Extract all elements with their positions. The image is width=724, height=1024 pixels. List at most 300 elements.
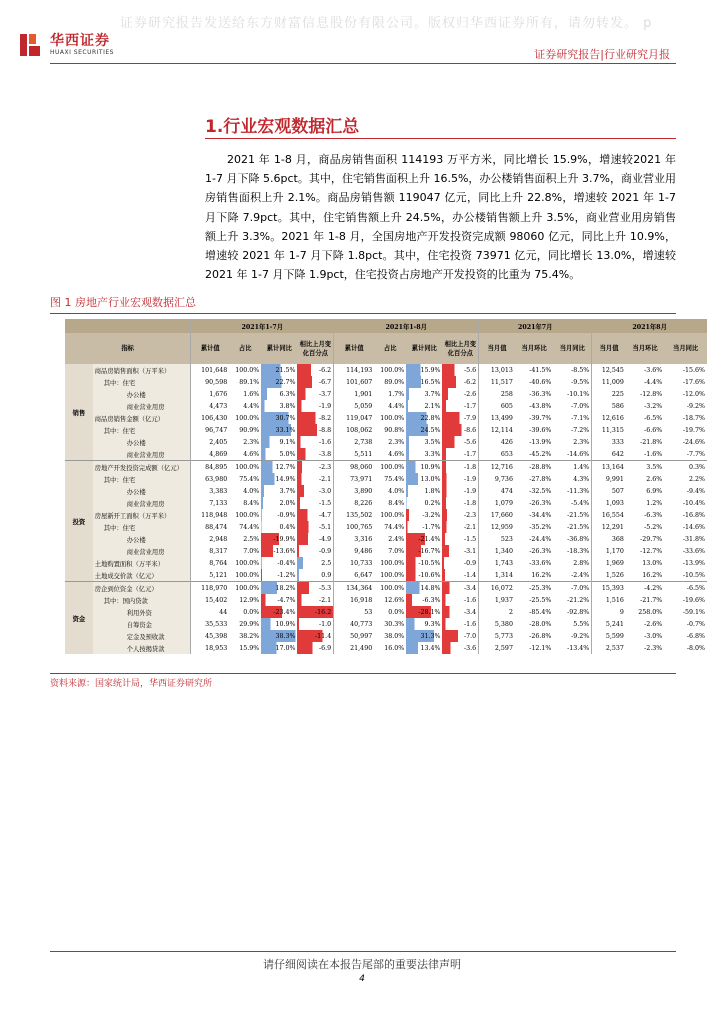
table-cell: -7.0% <box>571 402 590 410</box>
table-cell: 108,062 <box>334 424 375 436</box>
table-cell: -3.2% <box>406 509 442 521</box>
table-cell: -10.4% <box>682 499 705 507</box>
table-cell: -21.5% <box>567 523 590 531</box>
table-cell: -3.0 <box>297 485 333 497</box>
table-cell: -12.0% <box>682 390 705 398</box>
table-cell: -9.5% <box>571 378 590 386</box>
table-cell: 96,747 <box>191 424 229 436</box>
table-cell: 3.7% <box>406 388 442 400</box>
table-cell: 2.5% <box>243 535 260 543</box>
table-cell: 4.4% <box>388 402 405 410</box>
table-cell: 3.5% <box>626 461 664 474</box>
table-cell: 0.0% <box>388 608 405 616</box>
row-label: 办公楼 <box>93 485 191 497</box>
table-cell: -16.7% <box>406 545 442 557</box>
table-cell: 2.4% <box>388 535 405 543</box>
group-label: 投资 <box>65 461 93 582</box>
table-cell: -18.7% <box>682 414 705 422</box>
table-cell: 4.4% <box>243 402 260 410</box>
table-cell: -4.2% <box>626 582 664 595</box>
figure-divider <box>50 313 676 314</box>
table-cell: 63,980 <box>191 473 229 485</box>
source-divider <box>50 673 676 674</box>
table-cell: -6.5% <box>644 414 663 422</box>
table-cell: -34.4% <box>529 511 552 519</box>
table-row <box>65 436 707 448</box>
table-cell: 474 <box>479 485 515 497</box>
table-cell: -13.9% <box>529 438 552 446</box>
table-cell: 100.0% <box>229 582 261 595</box>
table-cell: -14.6% <box>682 523 705 531</box>
table-cell: 12.9% <box>239 596 260 604</box>
column-header: 当月同比 <box>553 333 591 364</box>
table-cell: 2.6% <box>646 475 663 483</box>
table-cell: 90.8% <box>384 426 405 434</box>
table-cell: 3.5% <box>406 436 442 448</box>
table-cell: 4.0% <box>243 487 260 495</box>
table-cell: 9 <box>592 606 626 618</box>
table-cell: 1,079 <box>479 497 515 509</box>
table-cell: 31.3% <box>406 630 442 642</box>
table-cell: -4.7 <box>297 509 333 521</box>
table-cell: -26.8% <box>529 632 552 640</box>
report-type-label: 证券研究报告|行业研究月报 <box>534 48 670 61</box>
table-cell: -12.1% <box>529 644 552 652</box>
table-row <box>65 606 707 618</box>
table-cell: 1,170 <box>592 545 626 557</box>
row-label: 其中：国内贷款 <box>93 594 191 606</box>
table-cell: -6.8% <box>686 632 705 640</box>
table-cell: -1.9 <box>297 400 333 412</box>
table-cell: 333 <box>592 436 626 448</box>
column-header: 当月值 <box>592 333 626 364</box>
period-header-jul: 2021年7月 <box>479 319 592 333</box>
table-cell: 0.9 <box>297 569 333 582</box>
table-cell: -19.7% <box>682 426 705 434</box>
table-cell: -0.4% <box>261 557 297 569</box>
group-label: 资金 <box>65 582 93 655</box>
table-cell: -10.1% <box>567 390 590 398</box>
logo-mark-icon <box>18 32 44 58</box>
table-row <box>65 388 707 400</box>
table-cell: 16,918 <box>334 594 375 606</box>
table-cell: 10,733 <box>334 557 375 569</box>
table-cell: 9,991 <box>592 473 626 485</box>
table-cell: -7.2% <box>571 426 590 434</box>
table-cell: -21.5% <box>567 511 590 519</box>
table-cell: 1,093 <box>592 497 626 509</box>
table-cell: 84,895 <box>191 461 229 474</box>
section-divider <box>205 138 676 139</box>
table-cell: 2.3% <box>573 438 590 446</box>
watermark: 证券研究报告发送给东方财富信息股份有限公司。版权归华西证券所有，请勿转发。 p <box>120 16 653 31</box>
table-cell: -9.2% <box>686 402 705 410</box>
row-label: 房地产开发投资完成额（亿元） <box>93 461 191 474</box>
row-label: 定金及预收款 <box>93 630 191 642</box>
table-cell: -5.3 <box>297 582 333 595</box>
row-label: 办公楼 <box>93 436 191 448</box>
column-header: 指标 <box>65 333 191 364</box>
table-cell: 2.1% <box>406 400 442 412</box>
table-cell: -24.6% <box>682 438 705 446</box>
table-cell: -5.6 <box>442 436 478 448</box>
table-cell: 368 <box>592 533 626 545</box>
table-cell: -2.1 <box>297 473 333 485</box>
table-cell: -1.6 <box>442 618 478 630</box>
table-cell: 4.6% <box>243 450 260 458</box>
table-cell: 1,526 <box>592 569 626 582</box>
table-cell: -6.2 <box>442 376 478 388</box>
table-cell: 100.0% <box>235 559 260 567</box>
table-cell: -2.1 <box>442 521 478 533</box>
table-cell: 13,013 <box>479 364 515 376</box>
row-label: 其中：住宅 <box>93 473 191 485</box>
table-cell: 1,314 <box>479 569 515 582</box>
table-cell: -15.6% <box>682 366 705 374</box>
table-cell: 89.0% <box>384 378 405 386</box>
table-row <box>65 376 707 388</box>
table-cell: -59.1% <box>682 608 705 616</box>
table-cell: -2.3 <box>297 461 333 474</box>
table-cell: 29.9% <box>239 620 260 628</box>
table-cell: 100.0% <box>380 511 405 519</box>
table-cell: -7.0 <box>442 630 478 642</box>
table-cell: -21.4% <box>406 533 442 545</box>
table-cell: 11,315 <box>592 424 626 436</box>
table-cell: -1.0 <box>297 618 333 630</box>
table-cell: -8.5% <box>571 366 590 374</box>
table-cell: -39.6% <box>529 426 552 434</box>
table-cell: 106,430 <box>191 412 229 424</box>
table-cell: 119,047 <box>334 412 375 424</box>
table-cell: 13.4% <box>406 642 442 654</box>
table-cell: 33.1% <box>261 424 297 436</box>
table-cell: 642 <box>592 448 626 461</box>
table-cell: -13.6% <box>261 545 297 557</box>
table-cell: 101,648 <box>191 364 229 376</box>
table-cell: 1,743 <box>479 557 515 569</box>
table-cell: -8.8 <box>297 424 333 436</box>
table-cell: -32.5% <box>529 487 552 495</box>
table-cell: 21,490 <box>334 642 375 654</box>
table-cell: -4.4% <box>644 378 663 386</box>
column-header: 占比 <box>229 333 261 364</box>
table-cell: 35,533 <box>191 618 229 630</box>
table-cell: 1,340 <box>479 545 515 557</box>
table-cell: 15,393 <box>592 582 626 595</box>
table-cell: 13.0% <box>406 473 442 485</box>
table-cell: 523 <box>479 533 515 545</box>
table-cell: -1.6% <box>644 450 663 458</box>
table-cell: 15,402 <box>191 594 229 606</box>
table-cell: 653 <box>479 448 515 461</box>
table-cell: 100.0% <box>235 366 260 374</box>
table-cell: 4.3% <box>573 475 590 483</box>
table-cell: -7.9 <box>442 412 478 424</box>
period-header-aug: 2021年8月 <box>592 319 707 333</box>
table-cell: 2.5 <box>297 557 333 569</box>
table-cell: -3.8 <box>297 448 333 461</box>
table-row <box>65 448 707 461</box>
table-cell: -2.3 <box>442 509 478 521</box>
row-label: 商品房销售面积（万平米） <box>93 364 191 376</box>
table-cell: -13.4% <box>567 644 590 652</box>
table-cell: 0.4% <box>261 521 297 533</box>
table-cell: 258.0% <box>638 608 663 616</box>
table-cell: 15.9% <box>406 364 442 376</box>
table-cell: 8,226 <box>334 497 375 509</box>
table-cell: 18,953 <box>191 642 229 654</box>
source-note: 资料来源：国家统计局，华西证券研究所 <box>50 679 213 689</box>
table-cell: 90,598 <box>191 376 229 388</box>
table-cell: -6.9 <box>297 642 333 654</box>
table-row <box>65 509 707 521</box>
table-cell: -85.4% <box>529 608 552 616</box>
table-cell: 7.0% <box>388 547 405 555</box>
table-row <box>65 412 707 424</box>
table-cell: 426 <box>479 436 515 448</box>
table-cell: 134,364 <box>334 582 375 595</box>
footer-divider <box>50 951 676 952</box>
table-cell: 1,969 <box>592 557 626 569</box>
table-row <box>65 557 707 569</box>
table-cell: 24.5% <box>406 424 442 436</box>
figure-title: 图 1 房地产行业宏观数据汇总 <box>50 296 196 309</box>
table-cell: -3.1 <box>442 545 478 557</box>
row-label: 办公楼 <box>93 533 191 545</box>
table-cell: -13.9% <box>682 559 705 567</box>
table-cell: -1.8 <box>442 461 478 474</box>
table-cell: 12,545 <box>592 364 626 376</box>
legal-notice: 请仔细阅读在本报告尾部的重要法律声明 <box>263 958 461 971</box>
table-cell: 18.2% <box>261 582 297 595</box>
column-header: 当月环比 <box>515 333 553 364</box>
table-cell: -21.2% <box>567 596 590 604</box>
column-header: 累计同比 <box>261 333 297 364</box>
table-cell: 5.0% <box>261 448 297 461</box>
table-cell: -3.6 <box>442 642 478 654</box>
table-row <box>65 594 707 606</box>
table-cell: 12,291 <box>592 521 626 533</box>
table-row <box>65 424 707 436</box>
table-cell: 7,133 <box>191 497 229 509</box>
table-cell: -9.2% <box>571 632 590 640</box>
table-cell: -10.5% <box>682 571 705 579</box>
table-cell: 100.0% <box>380 414 405 422</box>
table-cell: -6.7 <box>297 376 333 388</box>
row-label: 房企到位资金（亿元） <box>93 582 191 595</box>
table-cell: -11.4 <box>297 630 333 642</box>
table-cell: 9,736 <box>479 473 515 485</box>
logo-english-name: HUAXI SECURITIES <box>50 49 114 56</box>
table-cell: -5.2% <box>644 523 663 531</box>
table-cell: -19.6% <box>682 596 705 604</box>
table-row <box>65 473 707 485</box>
column-header: 占比 <box>374 333 406 364</box>
table-cell: -21.7% <box>640 596 663 604</box>
header-divider <box>50 63 676 64</box>
table-cell: 40,773 <box>334 618 375 630</box>
table-cell: -6.2 <box>297 364 333 376</box>
table-cell: 0.0% <box>243 608 260 616</box>
table-cell: 5,121 <box>191 569 229 582</box>
table-cell: -5.1 <box>297 521 333 533</box>
table-row <box>65 400 707 412</box>
group-label: 销售 <box>65 364 93 461</box>
table-cell: 50,997 <box>334 630 375 642</box>
table-cell: 89.1% <box>239 378 260 386</box>
row-label: 商品房销售金额（亿元） <box>93 412 191 424</box>
table-cell: 74.4% <box>239 523 260 531</box>
table-cell: 17.0% <box>261 642 297 654</box>
table-cell: 2.0% <box>261 497 297 509</box>
table-cell: -12.8% <box>640 390 663 398</box>
column-header: 当月值 <box>479 333 515 364</box>
column-header: 累计值 <box>191 333 229 364</box>
table-cell: 4.0% <box>388 487 405 495</box>
table-row <box>65 618 707 630</box>
table-cell: -18.3% <box>567 547 590 555</box>
table-cell: 1.6% <box>243 390 260 398</box>
table-cell: 114,193 <box>334 364 375 376</box>
macro-data-table <box>65 319 707 654</box>
table-cell: 100,765 <box>334 521 375 533</box>
table-cell: -1.4 <box>442 569 478 582</box>
table-cell: 75.4% <box>239 475 260 483</box>
table-cell: 118,948 <box>191 509 229 521</box>
table-cell: 6,647 <box>334 569 375 582</box>
table-cell: -10.5% <box>406 557 442 569</box>
table-cell: -19.9% <box>261 533 297 545</box>
table-cell: -9.4% <box>686 487 705 495</box>
table-cell: 16,072 <box>479 582 515 595</box>
column-header: 当月环比 <box>626 333 664 364</box>
table-cell: -36.8% <box>567 535 590 543</box>
table-cell: -24.4% <box>529 535 552 543</box>
table-cell: -8.0% <box>686 644 705 652</box>
table-cell: -1.6 <box>442 594 478 606</box>
table-cell: 1,901 <box>334 388 375 400</box>
table-cell: 11,517 <box>479 376 515 388</box>
table-cell: 100.0% <box>380 366 405 374</box>
row-label: 自筹资金 <box>93 618 191 630</box>
row-label: 商业营业用房 <box>93 400 191 412</box>
table-cell: -36.3% <box>529 390 552 398</box>
table-cell: -1.7% <box>406 521 442 533</box>
table-cell: 45,398 <box>191 630 229 642</box>
table-cell: 2,948 <box>191 533 229 545</box>
table-cell: 101,607 <box>334 376 375 388</box>
table-cell: 38.3% <box>261 630 297 642</box>
row-label: 房屋新开工面积（万平米） <box>93 509 191 521</box>
table-cell: 100.0% <box>235 414 260 422</box>
table-cell: 3.8% <box>261 400 297 412</box>
logo-chinese-name: 华西证券 <box>50 33 110 49</box>
table-cell: 12,114 <box>479 424 515 436</box>
table-cell: 8.4% <box>243 499 260 507</box>
table-cell: 10.9% <box>261 618 297 630</box>
table-cell: -2.3% <box>644 644 663 652</box>
table-cell: -26.3% <box>529 547 552 555</box>
table-cell: -1.7 <box>442 400 478 412</box>
table-cell: -29.7% <box>640 535 663 543</box>
table-cell: 2 <box>479 606 515 618</box>
table-row <box>65 461 707 474</box>
table-cell: -6.3% <box>406 594 442 606</box>
row-label: 其中：住宅 <box>93 424 191 436</box>
table-cell: 3.3% <box>406 448 442 461</box>
table-cell: -33.6% <box>529 559 552 567</box>
row-label: 土地购置面积（万平米） <box>93 557 191 569</box>
table-cell: -14.6% <box>567 450 590 458</box>
table-cell: 100.0% <box>374 582 406 595</box>
row-label: 商业营业用房 <box>93 497 191 509</box>
table-cell: 14.9% <box>261 473 297 485</box>
table-cell: 16.2% <box>531 571 552 579</box>
table-cell: 6.3% <box>261 388 297 400</box>
table-cell: 100.0% <box>374 461 406 474</box>
table-cell: 507 <box>592 485 626 497</box>
table-cell: -31.8% <box>682 535 705 543</box>
table-cell: 1.8% <box>406 485 442 497</box>
table-row <box>65 630 707 642</box>
table-cell: 2.3% <box>243 438 260 446</box>
table-cell: 5,380 <box>479 618 515 630</box>
table-cell: 13,164 <box>592 461 626 474</box>
row-label: 利用外资 <box>93 606 191 618</box>
table-cell: 13.0% <box>642 559 663 567</box>
table-cell: 5,241 <box>592 618 626 630</box>
table-cell: 15.9% <box>239 644 260 652</box>
table-cell: -3.4 <box>442 582 478 595</box>
table-cell: 30.7% <box>261 412 297 424</box>
column-header: 相比上月变化百分点 <box>442 333 478 364</box>
table-cell: -21.8% <box>640 438 663 446</box>
table-cell: -25.5% <box>529 596 552 604</box>
table-row <box>65 582 707 595</box>
table-cell: 6.9% <box>646 487 663 495</box>
table-cell: 8,764 <box>191 557 229 569</box>
table-cell: 2,738 <box>334 436 375 448</box>
table-cell: 8,317 <box>191 545 229 557</box>
row-label: 其中：住宅 <box>93 376 191 388</box>
period-header-jan-aug: 2021年1-8月 <box>334 319 479 333</box>
page-number: 4 <box>359 974 365 984</box>
column-header: 累计同比 <box>406 333 442 364</box>
table-cell: -33.6% <box>682 547 705 555</box>
table-cell: 44 <box>191 606 229 618</box>
table-row <box>65 521 707 533</box>
company-logo <box>18 32 114 58</box>
table-cell: 16,554 <box>592 509 626 521</box>
table-row <box>65 545 707 557</box>
column-header: 相比上月变化百分点 <box>297 333 333 364</box>
row-label: 其中：住宅 <box>93 521 191 533</box>
table-cell: 98,060 <box>334 461 375 474</box>
table-cell: 225 <box>592 388 626 400</box>
table-cell: 135,502 <box>334 509 375 521</box>
table-cell: -1.7 <box>442 448 478 461</box>
table-cell: 0.3% <box>664 461 707 474</box>
table-cell: 8.4% <box>388 499 405 507</box>
table-cell: -27.8% <box>529 475 552 483</box>
table-cell: -11.3% <box>567 487 590 495</box>
table-cell: -2.6% <box>644 620 663 628</box>
table-cell: 5,773 <box>479 630 515 642</box>
table-cell: 1,937 <box>479 594 515 606</box>
table-cell: 100.0% <box>380 559 405 567</box>
table-cell: 2,537 <box>592 642 626 654</box>
